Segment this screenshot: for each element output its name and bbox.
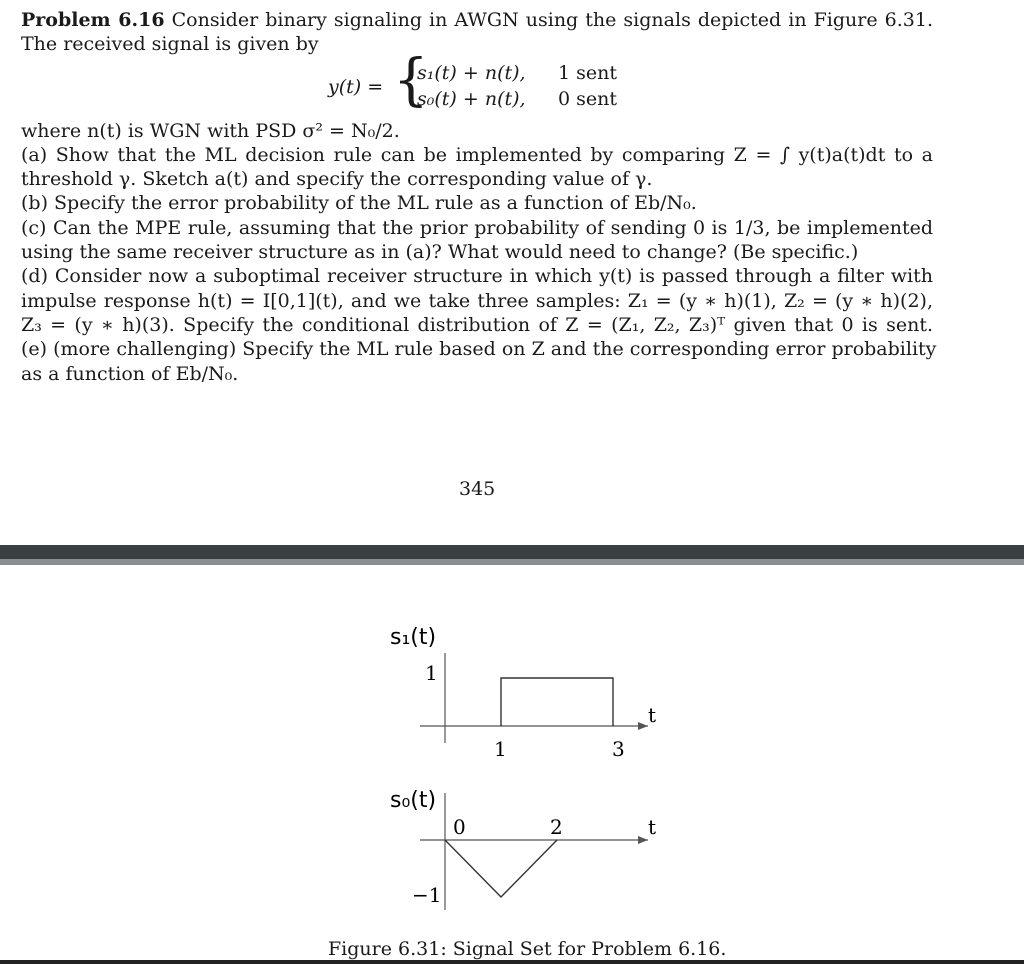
- case-1-expression: s₁(t) + n(t),: [417, 61, 526, 84]
- s0-x-tick-0: 0: [453, 815, 466, 839]
- s0-label: s₀(t): [390, 788, 437, 813]
- equation-lhs: y(t) =: [328, 75, 384, 98]
- part-a-line-2: threshold γ. Sketch a(t) and specify the corresponding value of γ.: [21, 168, 653, 191]
- s1-signal-trace: [501, 678, 613, 726]
- s0-x-arrow: [638, 836, 648, 844]
- s0-plot: [390, 788, 656, 910]
- part-d-line-2: impulse response h(t) = I[0,1](t), and we take three samples: Z₁ = (y ∗ h)(1), Z₂ = (y ∗ h)(2),: [21, 289, 933, 312]
- s0-y-tick-label: −1: [412, 883, 442, 907]
- equation-brace: {: [393, 47, 429, 113]
- page-separator: [0, 545, 1024, 565]
- s1-x-arrow: [638, 722, 648, 730]
- part-c-line-1: (c) Can the MPE rule, assuming that the prior probability of sending 0 is 1/3, be implemented: [21, 216, 933, 239]
- part-e-line-2: as a function of Eb/N₀.: [21, 362, 239, 385]
- problem-text: [21, 8, 937, 386]
- case-2-condition: 0 sent: [558, 87, 617, 110]
- part-e-line-1: (e) (more challenging) Specify the ML rule based on Z and the corresponding error probability: [21, 338, 937, 361]
- part-b: (b) Specify the error probability of the ML rule as a function of Eb/N₀.: [21, 192, 697, 215]
- figure-caption: Figure 6.31: Signal Set for Problem 6.16.: [328, 938, 727, 960]
- part-a-line-1: (a) Show that the ML decision rule can be implemented by comparing Z = ∫ y(t)a(t)dt to a: [21, 143, 933, 166]
- s0-signal-trace: [445, 840, 557, 897]
- part-c-line-2: using the same receiver structure as in (a)? What would need to change? (Be specific.): [21, 241, 859, 264]
- intro-line-2: The received signal is given by: [21, 33, 319, 56]
- noise-description: where n(t) is WGN with PSD σ² = N₀/2.: [21, 119, 400, 142]
- bottom-border: [0, 960, 1024, 964]
- part-d-line-1: (d) Consider now a suboptimal receiver structure in which y(t) is passed through a filter with: [21, 265, 933, 288]
- s1-label: s₁(t): [390, 625, 437, 650]
- s0-x-tick-2: 2: [550, 815, 563, 839]
- s1-y-tick-label: 1: [425, 661, 438, 685]
- s1-plot: [390, 625, 656, 761]
- case-2-expression: s₀(t) + n(t),: [417, 87, 526, 110]
- s1-x-tick-3: 3: [612, 737, 625, 761]
- problem-label: Problem 6.16: [21, 9, 165, 31]
- page-number: 345: [459, 478, 496, 500]
- intro-line-1: [21, 8, 933, 32]
- case-1-condition: 1 sent: [558, 61, 617, 84]
- s0-t-label: t: [648, 815, 657, 839]
- s1-t-label: t: [648, 703, 657, 727]
- received-signal-equation: [21, 47, 933, 119]
- intro-text: Consider binary signaling in AWGN using the signals depicted in Figure 6.31.: [171, 9, 933, 31]
- part-d-line-3: Z₃ = (y ∗ h)(3). Specify the conditional distribution of Z = (Z₁, Z₂, Z₃)ᵀ given that 0 is sent.: [21, 313, 933, 336]
- s1-x-tick-1: 1: [494, 737, 507, 761]
- signal-figure: [0, 565, 1024, 964]
